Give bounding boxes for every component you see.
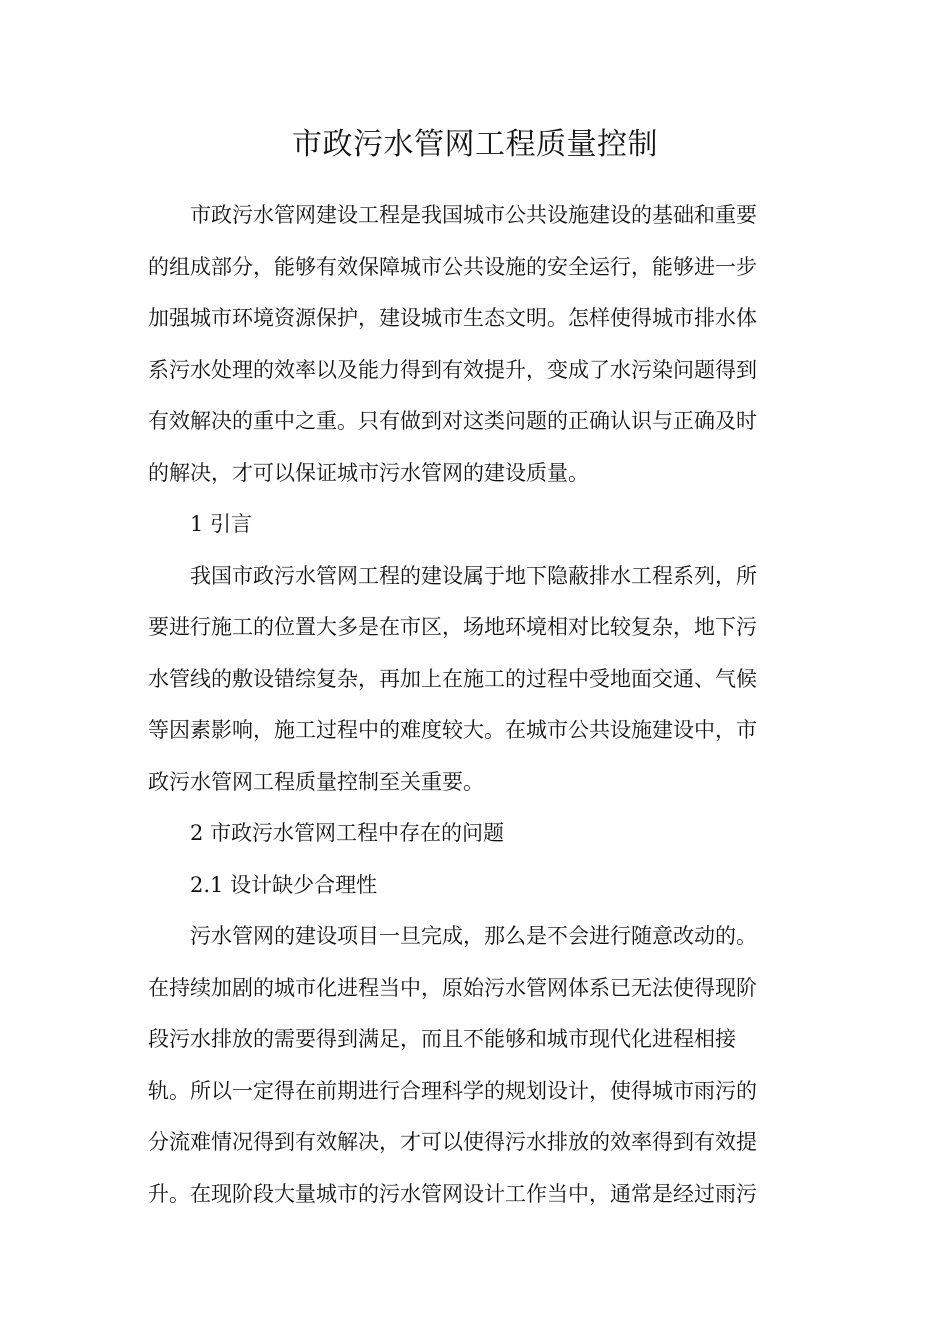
text-line: 分流难情况得到有效解决，才可以使得污水排放的效率得到有效提: [148, 1130, 757, 1154]
text-line: 要进行施工的位置大多是在市区，场地环境相对比较复杂，地下污: [148, 615, 757, 639]
section-heading-problems: [148, 808, 798, 860]
text-line: 加强城市环境资源保护，建设城市生态文明。怎样使得城市排水体: [148, 306, 757, 330]
text-line: 升。在现阶段大量城市的污水管网设计工作当中，通常是经过雨污: [148, 1181, 757, 1206]
paragraph-intro: [148, 190, 798, 499]
text-line: 政污水管网工程质量控制至关重要。: [148, 769, 484, 794]
paragraph-design-body: [148, 911, 798, 1220]
text-line: 段污水排放的需要得到满足，而且不能够和城市现代化进程相接: [148, 1027, 736, 1051]
text-line: 系污水处理的效率以及能力得到有效提升，变成了水污染问题得到: [148, 357, 757, 382]
document-body: [148, 190, 798, 1220]
text-line: 污水管网的建设项目一旦完成，那么是不会进行随意改动的。: [190, 924, 757, 948]
text-line: 的组成部分，能够有效保障城市公共设施的安全运行，能够进一步: [148, 254, 757, 279]
text-line: 我国市政污水管网工程的建设属于地下隐蔽排水工程系列，所: [190, 563, 757, 588]
text-line: 等因素影响，施工过程中的难度较大。在城市公共设施建设中，市: [148, 718, 757, 742]
heading-text: 1 引言: [190, 512, 253, 536]
paragraph-introduction-body: [148, 551, 798, 809]
heading-text: 2.1 设计缺少合理性: [190, 872, 378, 897]
subsection-heading-design: [148, 860, 798, 912]
section-heading-introduction: [148, 499, 798, 551]
text-line: 的解决，才可以保证城市污水管网的建设质量。: [148, 460, 589, 485]
text-line: 市政污水管网建设工程是我国城市公共设施建设的基础和重要: [190, 203, 757, 227]
text-line: 水管线的敷设错综复杂，再加上在施工的过程中受地面交通、气候: [148, 666, 757, 691]
text-line: 轨。所以一定得在前期进行合理科学的规划设计，使得城市雨污的: [148, 1078, 757, 1103]
document-title: 市政污水管网工程质量控制: [292, 127, 658, 162]
text-line: 有效解决的重中之重。只有做到对这类问题的正确认识与正确及时: [148, 409, 757, 433]
heading-text: 2 市政污水管网工程中存在的问题: [190, 821, 505, 845]
text-line: 在持续加剧的城市化进程当中，原始污水管网体系已无法使得现阶: [148, 975, 757, 1000]
